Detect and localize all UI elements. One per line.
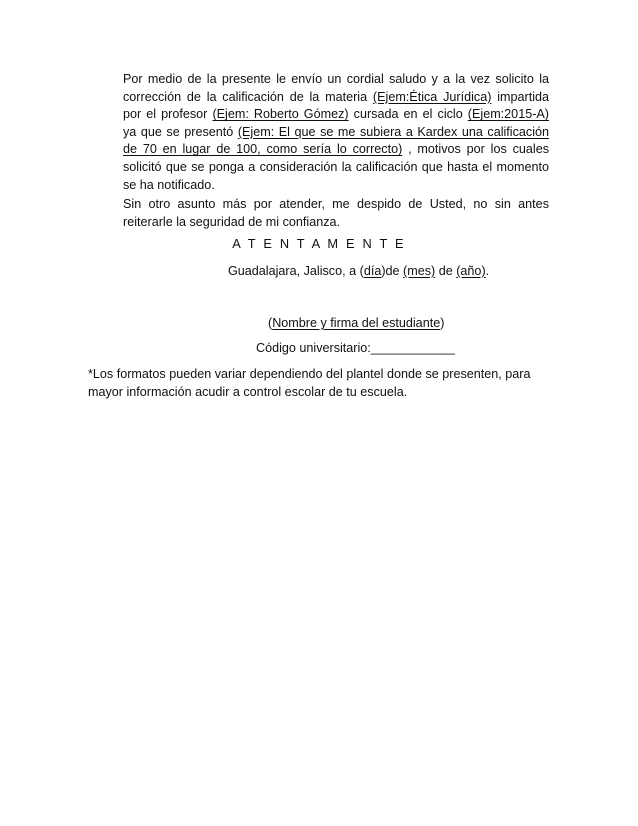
place-date-line: [228, 264, 489, 278]
paragraph-text: cursada en el ciclo: [348, 107, 468, 122]
signature-line: [268, 316, 444, 330]
professor-placeholder: (Ejem: Roberto Gómez): [212, 107, 349, 122]
request-paragraph: [123, 71, 549, 194]
year-placeholder: (año): [456, 264, 486, 278]
place-text: Guadalajara, Jalisco, a (: [228, 264, 364, 278]
closing-heading: A T E N T A M E N T E: [232, 236, 406, 251]
month-placeholder: (mes): [403, 264, 436, 278]
paragraph-text: Por medio de la presente le envío un cordial saludo y a la vez solicito la corrección de la calificación de la materia: [123, 72, 549, 104]
paragraph-text: ya que se presentó: [123, 124, 238, 139]
signature-paren: ): [440, 316, 445, 330]
signature-placeholder: Nombre y firma del estudiante: [272, 316, 441, 330]
farewell-paragraph: Sin otro asunto más por atender, me despido de Usted, no sin antes reiterarle la seguridad de mi confianza.: [123, 197, 549, 229]
paragraph-text: impartida por el profesor: [123, 89, 550, 122]
place-text: de: [435, 264, 457, 278]
cycle-placeholder: (Ejem:2015-A): [467, 107, 549, 122]
subject-placeholder: (Ejem:Ética Jurídica): [372, 89, 492, 104]
place-text: )de: [381, 264, 404, 278]
day-placeholder: día: [363, 264, 382, 278]
footnote: *Los formatos pueden variar dependiendo del plantel donde se presenten, para mayor información acudir a control escolar de tu escuela.: [88, 367, 531, 399]
place-text: .: [485, 264, 490, 278]
signature-paren: (: [268, 316, 273, 330]
reason-placeholder: (Ejem: El que se me subiera a Kardex una calificación de 70 en lugar de 100, como sería lo correcto): [123, 124, 549, 157]
paragraph-text: , motivos por los cuales solicitó que se ponga a consideración la calificación que hasta el momento se ha notificado.: [123, 142, 549, 192]
student-code-line: Código universitario:____________: [256, 341, 455, 355]
